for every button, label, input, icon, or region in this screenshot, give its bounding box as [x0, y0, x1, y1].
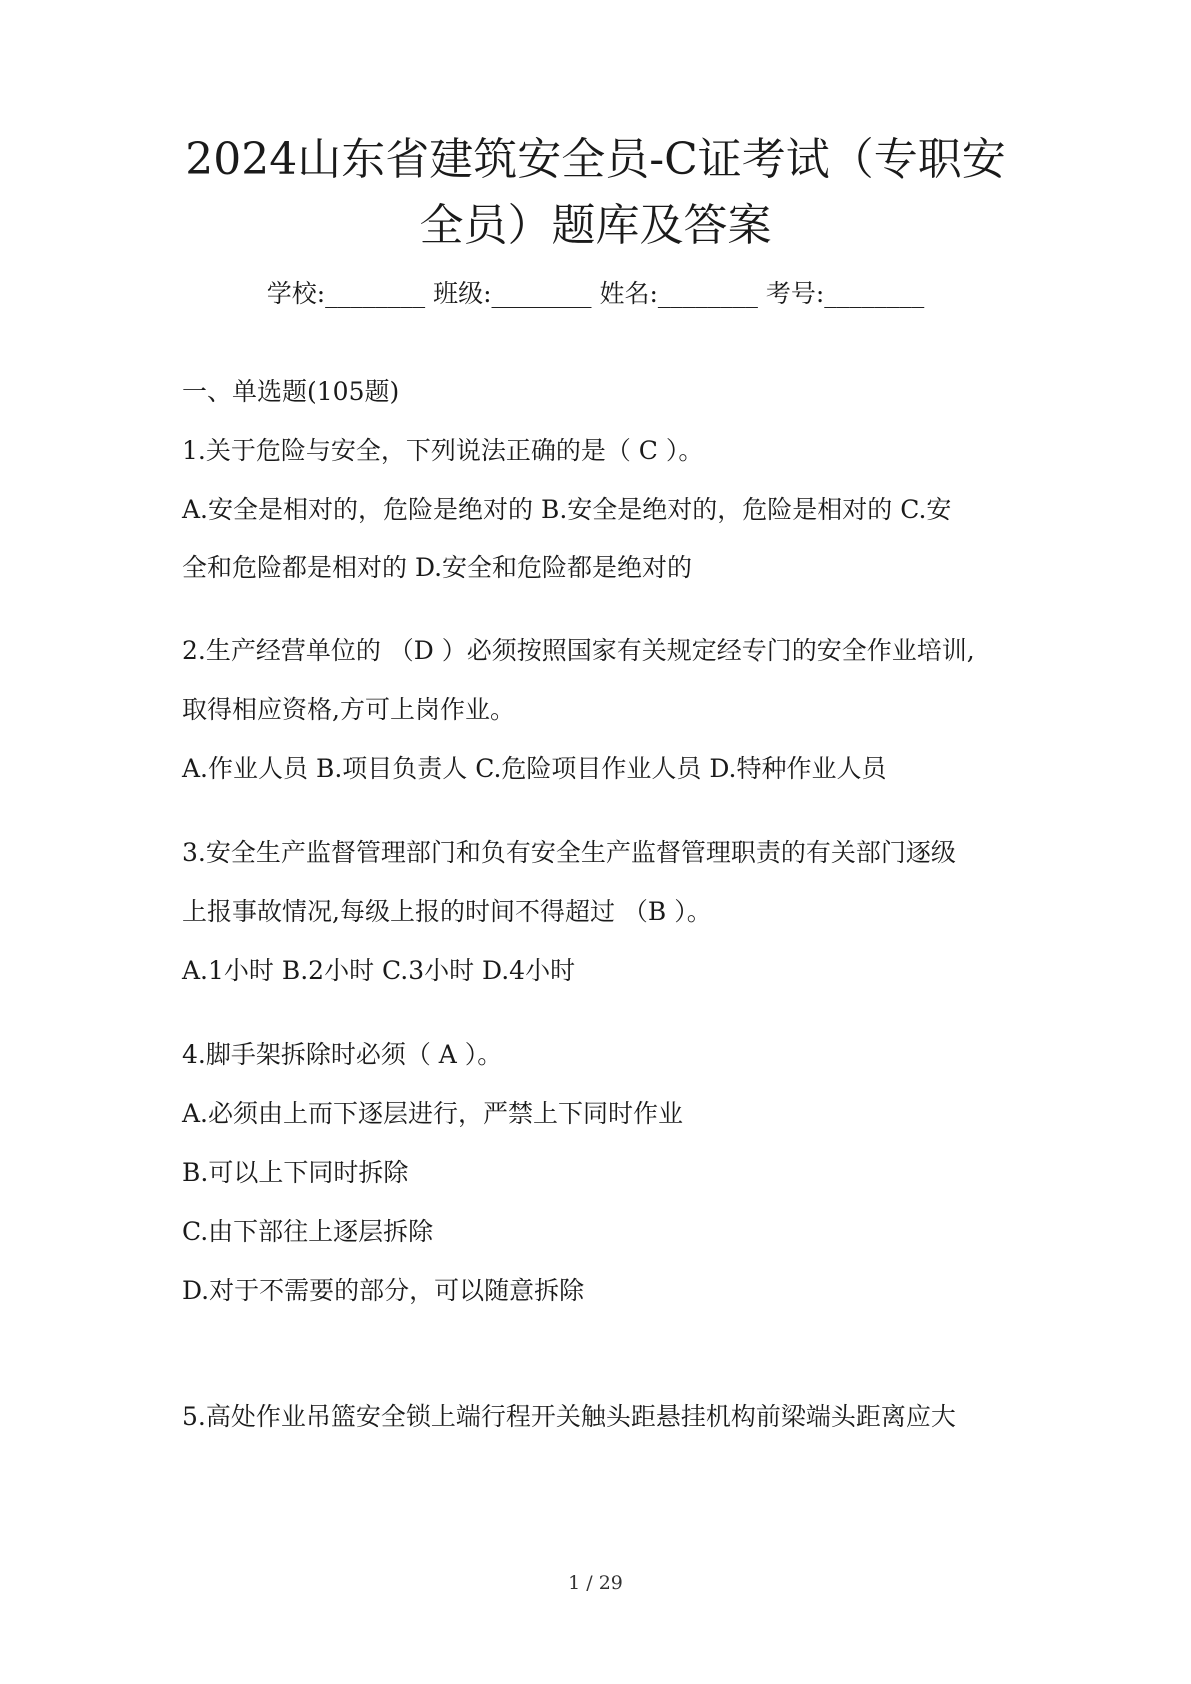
question-1-options-line-2: 全和危险都是相对的 D.安全和危险都是绝对的 — [182, 553, 693, 582]
student-info-line: 学校:________ 班级:________ 姓名:________ 考号:________ — [266, 279, 925, 308]
page-number: 1 / 29 — [568, 1572, 623, 1594]
question-4-option-d: D.对于不需要的部分，可以随意拆除 — [182, 1276, 585, 1305]
section-heading: 一、单选题(105题) — [182, 377, 400, 406]
question-3-stem-line-1: 3.安全生产监督管理部门和负有安全生产监督管理职责的有关部门逐级 — [182, 838, 956, 867]
question-4-option-b: B.可以上下同时拆除 — [182, 1158, 409, 1187]
question-2-stem-line-1: 2.生产经营单位的 （D ）必须按照国家有关规定经专门的安全作业培训, — [182, 636, 975, 665]
question-3-options: A.1小时 B.2小时 C.3小时 D.4小时 — [182, 956, 576, 985]
question-2-stem-line-2: 取得相应资格,方可上岗作业。 — [182, 695, 515, 724]
question-2-options: A.作业人员 B.项目负责人 C.危险项目作业人员 D.特种作业人员 — [182, 754, 887, 783]
question-1-options-line-1: A.安全是相对的，危险是绝对的 B.安全是绝对的，危险是相对的 C.安 — [182, 495, 952, 524]
question-4-option-a: A.必须由上而下逐层进行，严禁上下同时作业 — [182, 1099, 684, 1128]
question-1-stem: 1.关于危险与安全，下列说法正确的是（ C ）。 — [182, 436, 704, 465]
document-title-line-1: 2024山东省建筑安全员-C证考试（专职安 — [185, 134, 1006, 185]
question-4-option-c: C.由下部往上逐层拆除 — [182, 1217, 434, 1246]
question-4-stem: 4.脚手架拆除时必须（ A ）。 — [182, 1040, 503, 1069]
document-title-line-2: 全员）题库及答案 — [419, 200, 772, 251]
question-5-stem-line-1: 5.高处作业吊篮安全锁上端行程开关触头距悬挂机构前梁端头距离应大 — [182, 1402, 956, 1431]
question-3-stem-line-2: 上报事故情况,每级上报的时间不得超过 （B ）。 — [182, 897, 712, 926]
